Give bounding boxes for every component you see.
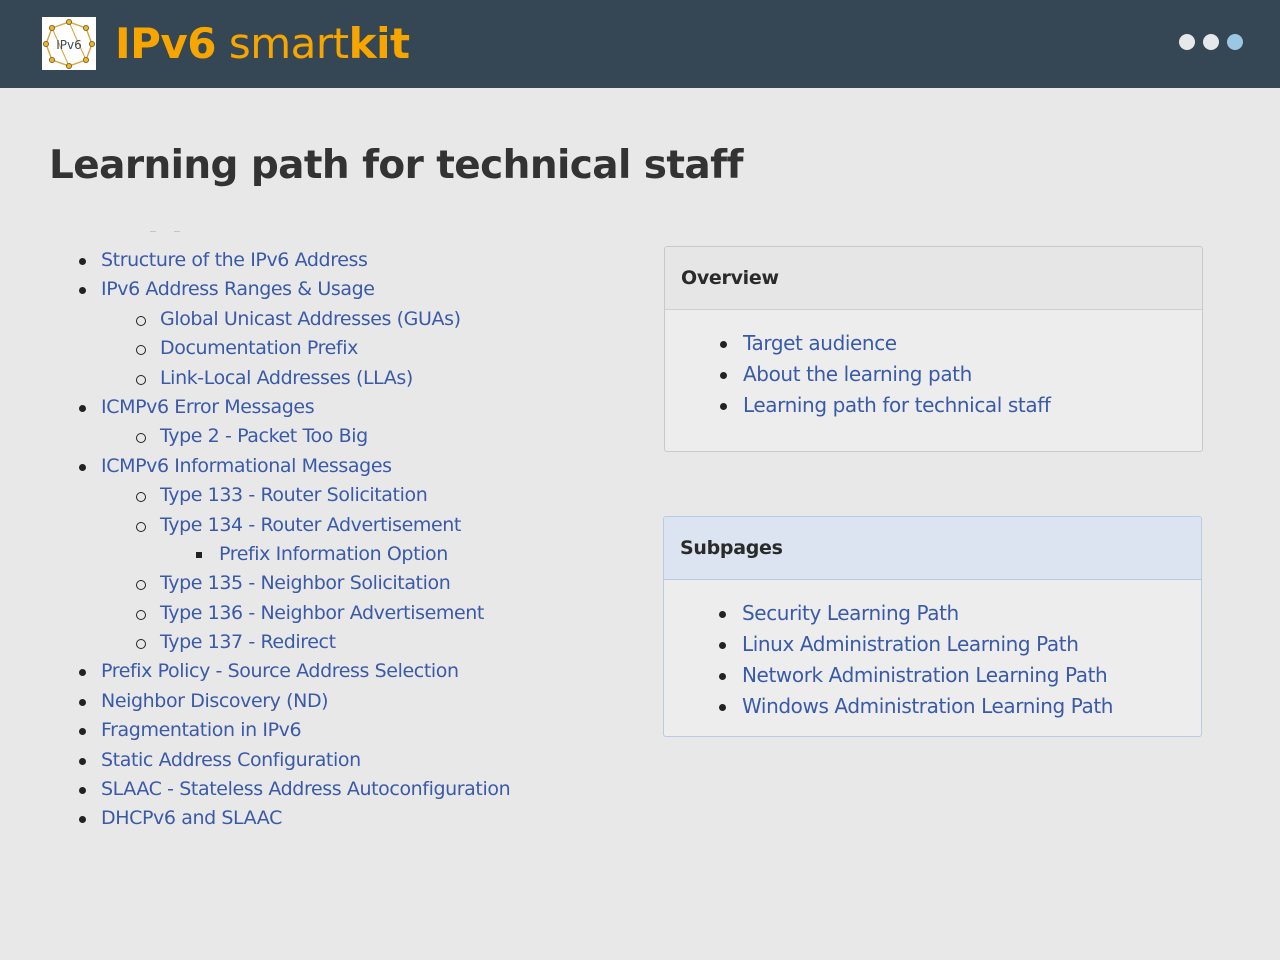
topic-link[interactable]: Type 136 - Neighbor Advertisement [160, 601, 484, 624]
topic-link[interactable]: Prefix Policy - Source Address Selection [101, 660, 459, 683]
list-item [78, 452, 638, 481]
list-item [78, 628, 638, 657]
list-item [78, 334, 638, 363]
topic-link[interactable]: Structure of the IPv6 Address [101, 249, 368, 271]
list-item [78, 657, 638, 686]
topic-link[interactable]: Type 134 - Router Advertisement [160, 513, 461, 536]
topic-link[interactable]: Link-Local Addresses (LLAs) [160, 366, 413, 389]
topic-link[interactable]: Neighbor Discovery (ND) [101, 689, 329, 712]
list-item [78, 305, 638, 334]
list-item [78, 599, 638, 628]
list-item [78, 422, 638, 451]
subpage-link[interactable]: Linux Administration Learning Path [742, 632, 1079, 656]
topic-list [78, 246, 638, 834]
overview-link[interactable]: About the learning path [743, 362, 972, 386]
list-item [78, 364, 638, 393]
ipv6-logo[interactable] [42, 17, 96, 70]
list-item [78, 569, 638, 598]
list-item [664, 629, 1201, 660]
list-item [78, 393, 638, 422]
top-bar [0, 0, 1280, 88]
list-item [78, 481, 638, 510]
list-item [78, 540, 638, 569]
subpage-link[interactable]: Network Administration Learning Path [742, 663, 1108, 687]
topic-link[interactable]: Fragmentation in IPv6 [101, 719, 302, 742]
list-item [665, 359, 1202, 390]
topic-link[interactable]: IPv6 Address Ranges & Usage [101, 278, 375, 301]
topic-link[interactable]: Static Address Configuration [101, 748, 361, 771]
topic-link[interactable]: ICMPv6 Error Messages [101, 395, 315, 418]
list-item [78, 687, 638, 716]
menu-dots[interactable] [1176, 34, 1248, 52]
topic-link[interactable]: Type 133 - Router Solicitation [160, 484, 428, 507]
overview-panel [664, 246, 1203, 452]
list-item [664, 660, 1201, 691]
subpage-link[interactable]: Windows Administration Learning Path [742, 694, 1114, 718]
list-item [664, 598, 1201, 629]
dot-icon[interactable] [1179, 34, 1195, 50]
subpages-list [664, 580, 1201, 722]
list-item [78, 275, 638, 304]
list-item [78, 775, 638, 804]
list-item [78, 746, 638, 775]
overview-title: Overview [665, 247, 1202, 310]
topic-link[interactable]: Type 137 - Redirect [160, 631, 336, 654]
topic-link[interactable]: Type 135 - Neighbor Solicitation [160, 572, 451, 595]
list-item [664, 691, 1201, 722]
list-item [78, 246, 638, 275]
page-title: Learning path for technical staff [49, 143, 743, 188]
list-item [78, 511, 638, 540]
list-item [665, 328, 1202, 359]
list-item [665, 390, 1202, 421]
topic-link[interactable]: Documentation Prefix [160, 337, 358, 360]
topic-link[interactable]: Prefix Information Option [219, 542, 448, 565]
network-logo-icon [42, 17, 96, 70]
list-item [78, 716, 638, 745]
brand-part-ipv6: IPv6 [115, 19, 217, 68]
topic-link[interactable]: DHCPv6 and SLAAC [101, 807, 282, 830]
topic-link[interactable]: Global Unicast Addresses (GUAs) [160, 307, 461, 330]
clipped-text-fragment [150, 218, 200, 232]
logo-text: IPv6 [56, 38, 82, 52]
list-item [78, 804, 638, 833]
brand-part-kit: kit [348, 19, 410, 68]
overview-link[interactable]: Target audience [743, 331, 897, 355]
brand-name [115, 16, 410, 72]
overview-list [665, 310, 1202, 421]
topic-link[interactable]: ICMPv6 Informational Messages [101, 454, 392, 477]
overview-link[interactable]: Learning path for technical staff [743, 393, 1051, 417]
subpage-link[interactable]: Security Learning Path [742, 601, 959, 625]
topic-link[interactable]: SLAAC - Stateless Address Autoconfiguration [101, 778, 511, 801]
subpages-title: Subpages [664, 517, 1201, 580]
brand-part-smart: smart [216, 19, 349, 68]
dot-icon[interactable] [1227, 34, 1243, 50]
dot-icon[interactable] [1203, 34, 1219, 50]
subpages-panel [663, 516, 1202, 737]
topic-link[interactable]: Type 2 - Packet Too Big [160, 425, 368, 448]
